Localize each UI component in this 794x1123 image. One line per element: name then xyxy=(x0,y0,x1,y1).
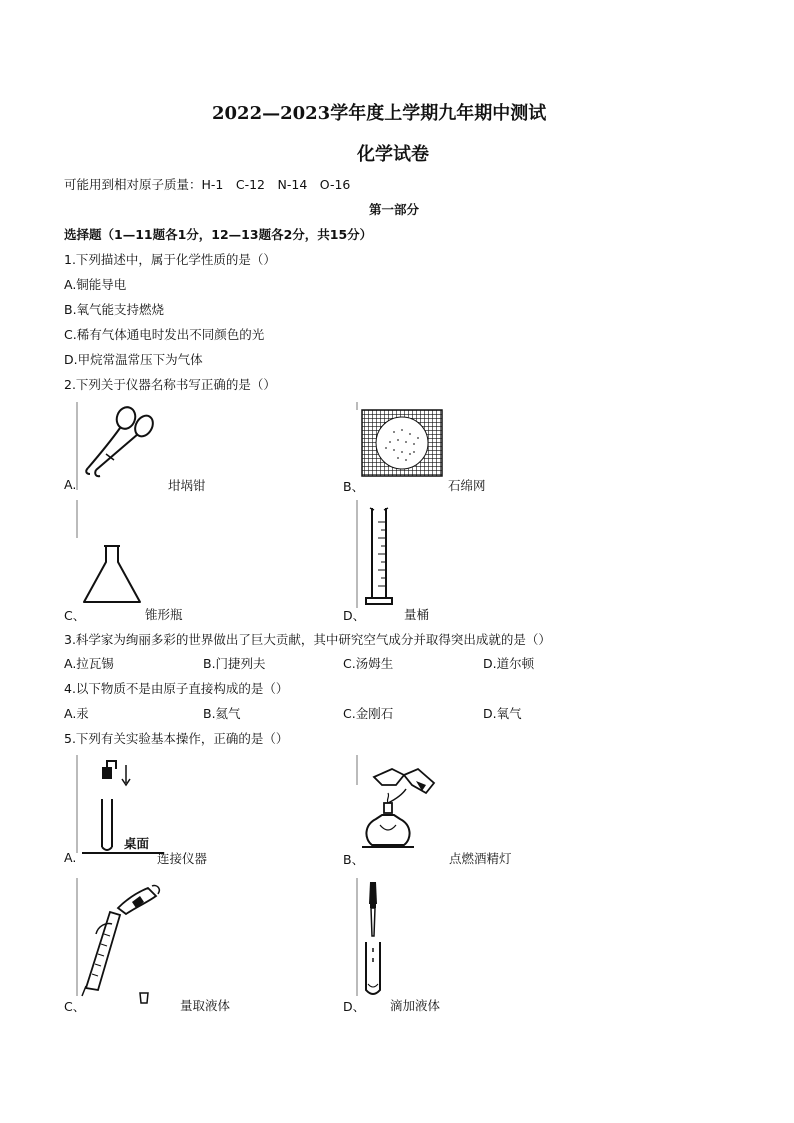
part-label: 第一部分 xyxy=(369,202,420,217)
q1-option-b: B.氧气能支持燃烧 xyxy=(64,302,165,317)
q2-option-a-name: 坩埚钳 xyxy=(168,478,206,493)
q5-option-c-name: 量取液体 xyxy=(180,998,231,1013)
small-beaker-icon xyxy=(138,992,150,1004)
q5-option-a-name: 连接仪器 xyxy=(157,851,208,866)
q4-option-a: A.汞 xyxy=(64,706,89,721)
q5-option-b-name: 点燃酒精灯 xyxy=(449,851,512,866)
q3-option-b: B.门捷列夫 xyxy=(203,656,266,671)
q4-option-b: B.氦气 xyxy=(203,706,241,721)
q2-option-c-name: 锥形瓶 xyxy=(145,607,183,622)
q3-stem: 3.科学家为绚丽多彩的世界做出了巨大贡献，其中研究空气成分并取得突出成就的是（） xyxy=(64,632,551,647)
measure-liquid-figure xyxy=(76,878,176,998)
q5-option-d-letter: D、 xyxy=(343,999,366,1014)
section-label: 选择题（1—11题各1分，12—13题各2分，共15分） xyxy=(64,227,373,242)
dropper-figure xyxy=(356,878,396,998)
q5-option-c-letter: C、 xyxy=(64,999,86,1014)
atomic-mass-note: 可能用到相对原子质量：H-1 C-12 N-14 O-16 xyxy=(64,177,351,192)
q2-option-a-letter: A. xyxy=(64,477,77,492)
alcohol-lamp-figure xyxy=(356,755,451,855)
graduated-cylinder-figure xyxy=(356,500,406,610)
connect-instruments-figure xyxy=(76,755,166,855)
q2-option-d-letter: D、 xyxy=(343,608,366,623)
desk-surface-label: 桌面 xyxy=(124,836,150,851)
q5-stem: 5.下列有关实验基本操作，正确的是（） xyxy=(64,731,289,746)
q1-option-d: D.甲烷常温常压下为气体 xyxy=(64,352,203,367)
exam-title: 2022—2023学年度上学期九年期中测试 xyxy=(212,103,547,124)
q5-option-a-letter: A. xyxy=(64,850,77,865)
q2-option-b-name: 石绵网 xyxy=(448,478,486,493)
q1-stem: 1.下列描述中，属于化学性质的是（） xyxy=(64,252,276,267)
q3-option-a: A.拉瓦锡 xyxy=(64,656,114,671)
q5-option-d-name: 滴加液体 xyxy=(390,998,441,1013)
crucible-tongs-figure xyxy=(76,400,176,492)
conical-flask-figure xyxy=(76,500,156,610)
q5-option-b-letter: B、 xyxy=(343,852,365,867)
q3-option-c: C.汤姆生 xyxy=(343,656,394,671)
q2-option-c-letter: C、 xyxy=(64,608,86,623)
q4-stem: 4.以下物质不是由原子直接构成的是（） xyxy=(64,681,289,696)
q2-option-b-letter: B、 xyxy=(343,479,365,494)
subject-title: 化学试卷 xyxy=(357,144,429,165)
q2-option-d-name: 量桶 xyxy=(404,607,430,622)
q4-option-c: C.金刚石 xyxy=(343,706,394,721)
asbestos-mesh-figure xyxy=(356,402,446,482)
q4-option-d: D.氧气 xyxy=(483,706,522,721)
q1-option-a: A.铜能导电 xyxy=(64,277,127,292)
q1-option-c: C.稀有气体通电时发出不同颜色的光 xyxy=(64,327,265,342)
q3-option-d: D.道尔顿 xyxy=(483,656,535,671)
q2-stem: 2.下列关于仪器名称书写正确的是（） xyxy=(64,377,276,392)
